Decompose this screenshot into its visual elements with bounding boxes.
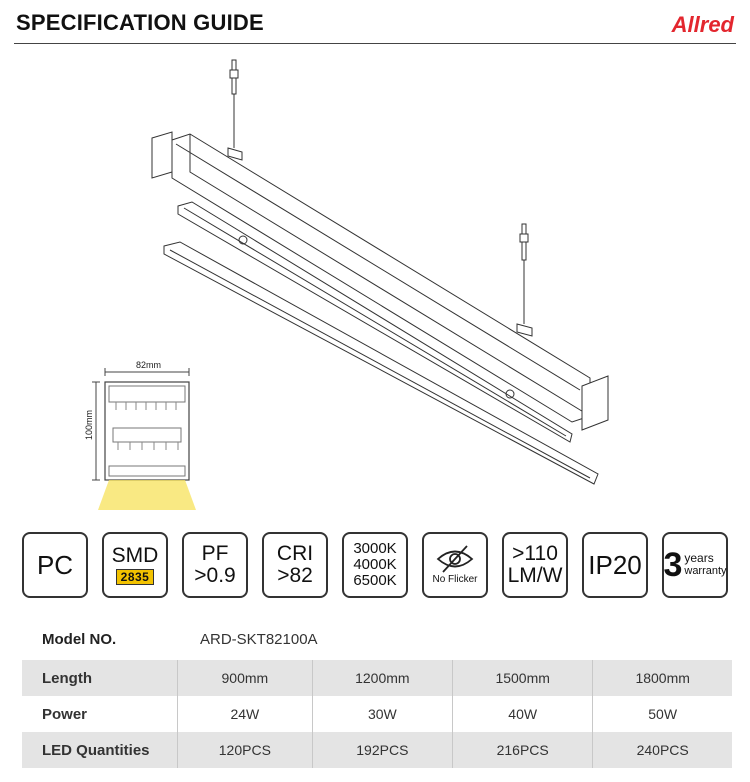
model-value: ARD-SKT82100A [200,630,318,648]
model-row [22,624,732,654]
table-cell: 30W [312,696,452,732]
warranty-years-label: years [684,551,714,565]
table-cell: 216PCS [453,732,593,768]
suspension-kit-right [517,224,532,336]
table-row [22,732,732,768]
no-flicker-eye-icon [435,544,475,574]
height-dimension: 100mm [84,409,94,440]
cri-label: CRI [276,542,314,565]
cri-badge [262,532,328,598]
material-label: PC [36,550,74,580]
end-cap-left [152,132,172,178]
cross-section [84,360,196,510]
light-beam [98,480,196,510]
table-cell: 192PCS [312,732,452,768]
warranty-years-number: 3 [663,546,683,584]
spec-grid [22,660,732,768]
header [0,0,750,46]
power-factor-badge [182,532,248,598]
end-cap-right [582,376,608,430]
table-cell: 1500mm [453,660,593,696]
suspension-kit-left [228,60,242,160]
feature-badges [22,532,732,600]
smd-label: SMD [111,544,159,567]
led-type-badge [102,532,168,598]
width-dimension: 82mm [136,360,162,370]
material-pc-badge [22,532,88,598]
table-cell: 240PCS [593,732,732,768]
table-row [22,696,732,732]
table-cell: 900mm [178,660,313,696]
table-cell: 24W [178,696,313,732]
ip-rating-badge [582,532,648,598]
table-cell: 50W [593,696,732,732]
efficacy-unit: LM/W [507,564,563,587]
page-title: SPECIFICATION GUIDE [16,10,264,35]
pf-label: PF [201,542,229,565]
no-flicker-label: No Flicker [432,574,478,585]
warranty-label: warranty [684,565,727,577]
efficacy-value: >110 [512,542,558,565]
efficacy-badge [502,532,568,598]
pf-value: >0.9 [194,564,236,587]
row-label-led-quantities: LED Quantities [22,732,178,768]
table-cell: 1800mm [593,660,732,696]
table-cell: 1200mm [312,660,452,696]
table-cell: 40W [453,696,593,732]
cri-value: >82 [277,564,313,587]
cct-badge [342,532,408,598]
cct-3000k: 3000K [353,540,397,557]
brand-logo: Allred [671,12,734,37]
table-row [22,660,732,696]
model-label: Model NO. [42,630,117,648]
header-divider [14,43,736,44]
row-label-power: Power [42,705,88,723]
warranty-badge [662,532,728,598]
no-flicker-badge [422,532,488,598]
spec-table [22,624,732,768]
table-cell: 120PCS [178,732,313,768]
cct-6500k: 6500K [353,572,397,589]
row-label-length: Length [22,660,178,696]
product-drawing [60,48,700,518]
smd-chip-label: 2835 [116,569,155,585]
ip-label: IP20 [588,550,642,580]
cct-4000k: 4000K [353,556,397,573]
